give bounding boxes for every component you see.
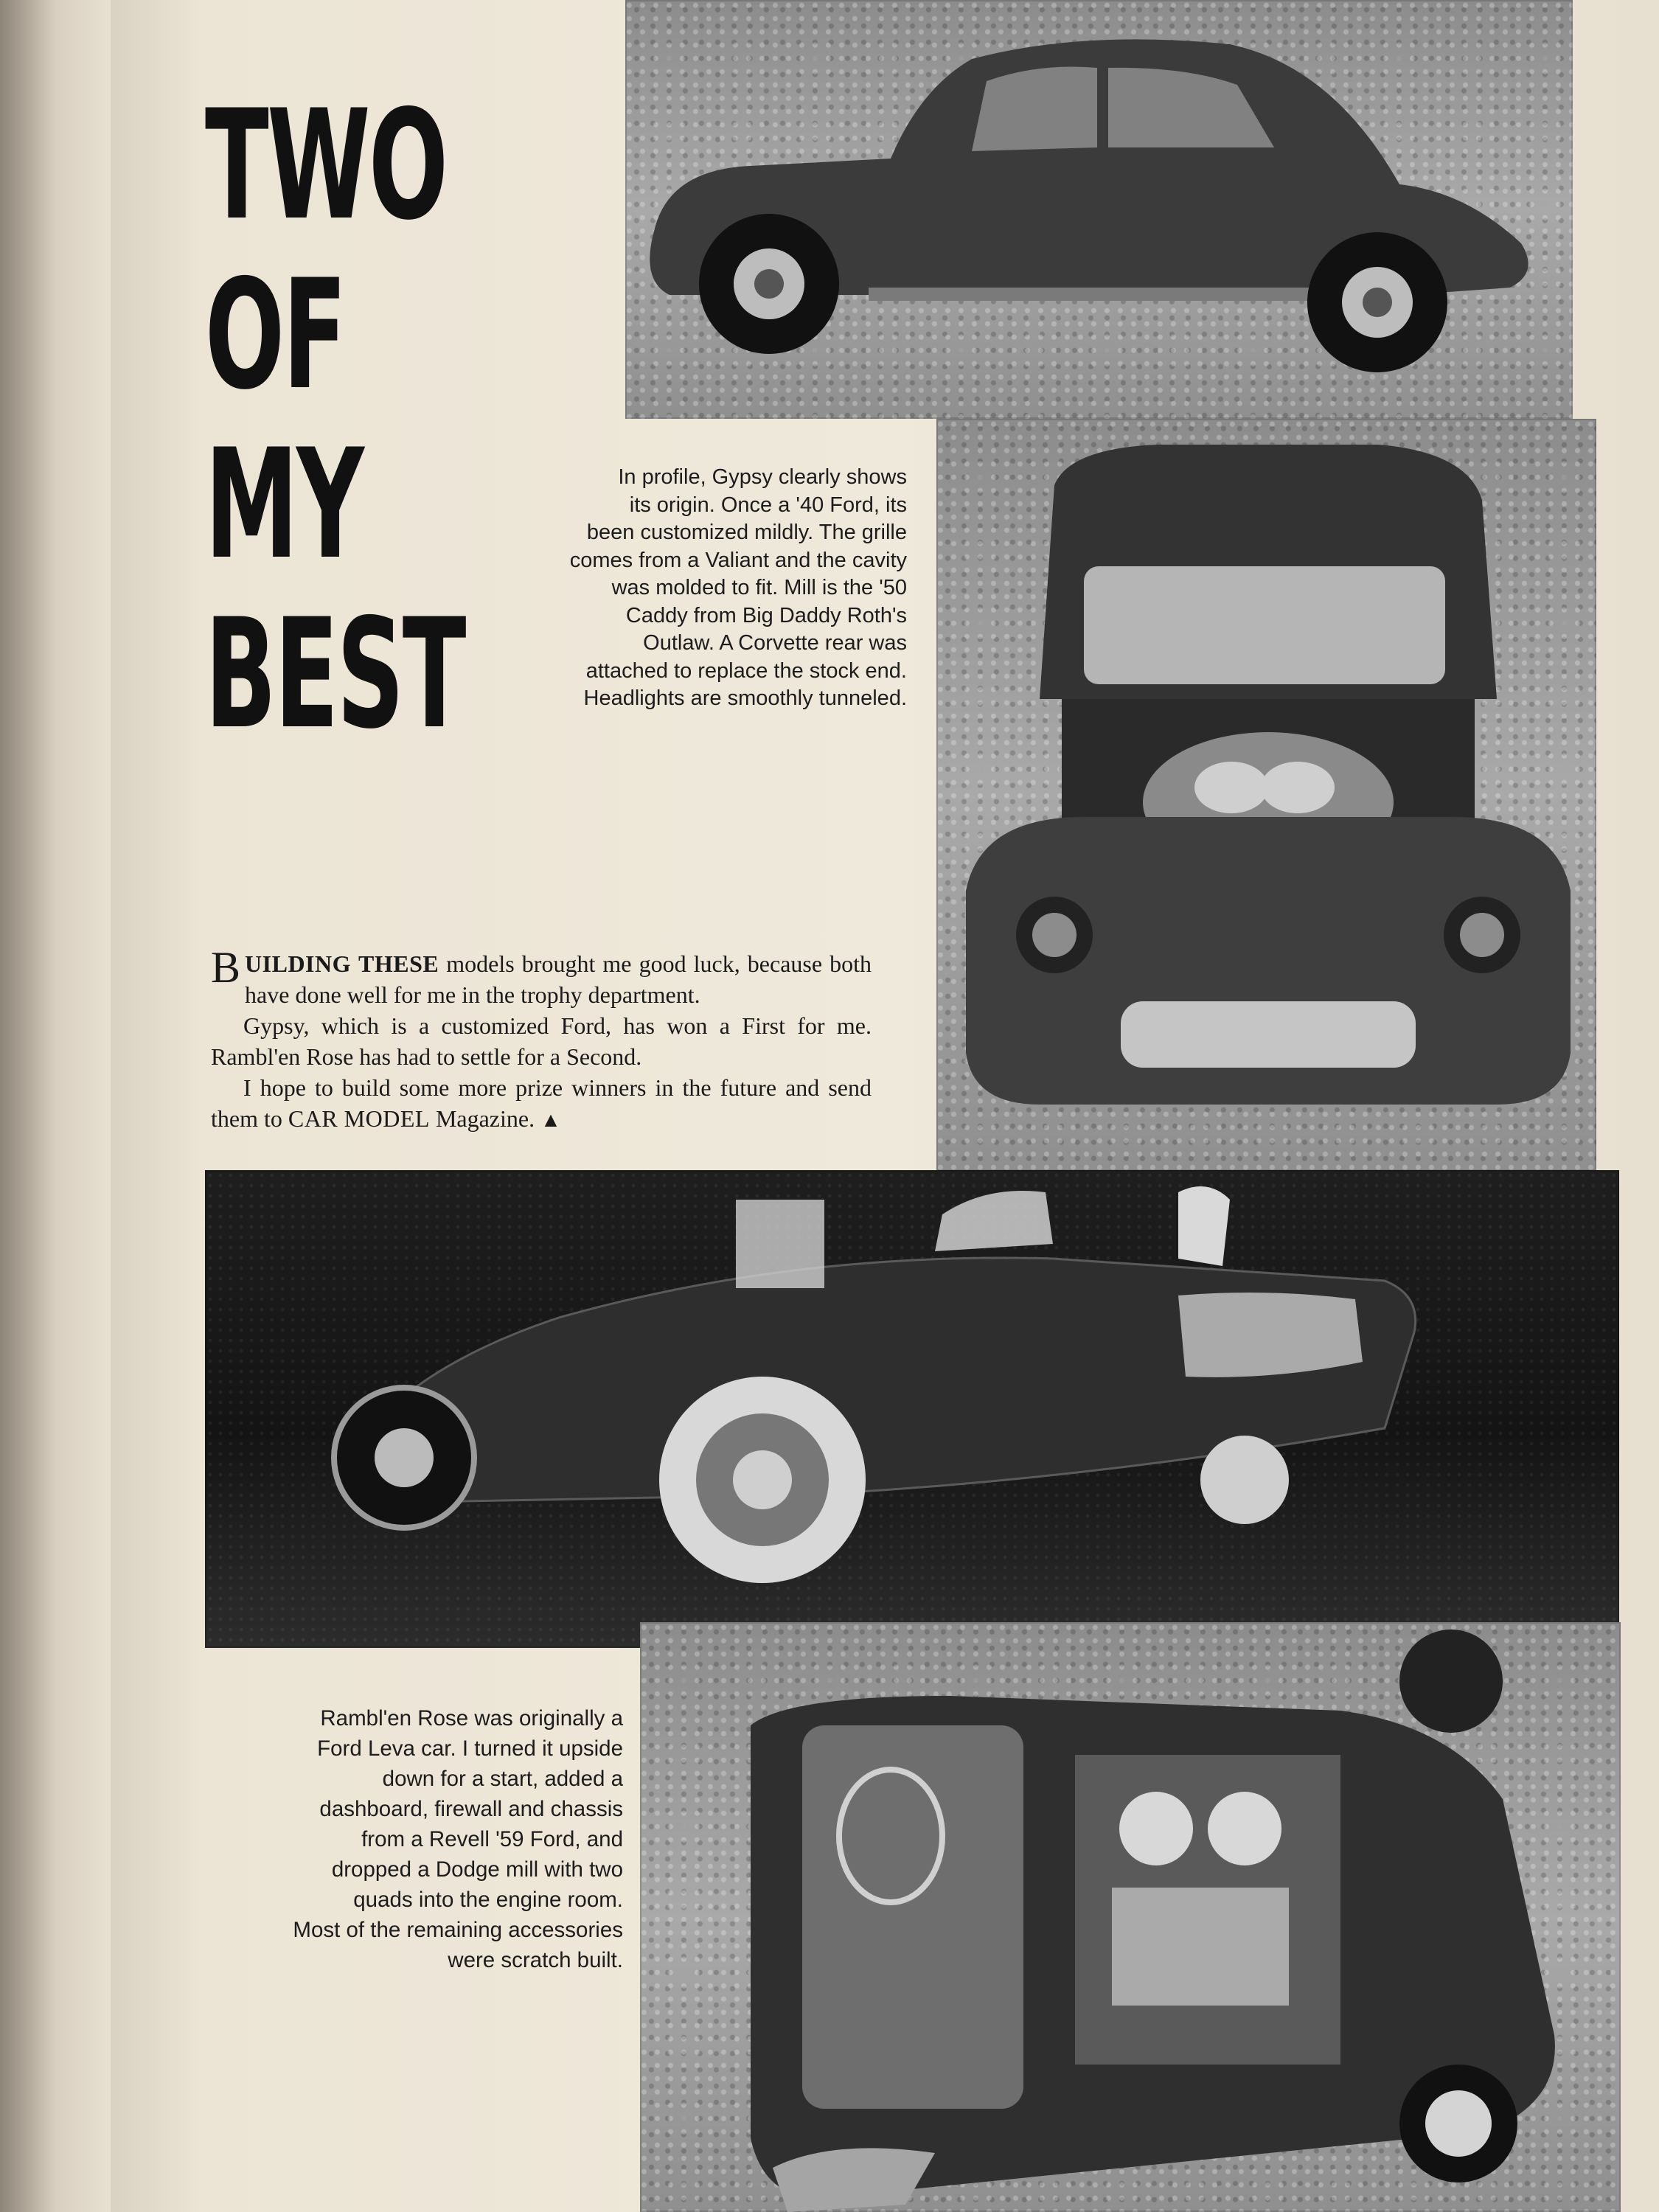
caption-line: In profile, Gypsy clearly shows (618, 465, 907, 489)
caption-line: dropped a Dodge mill with two (331, 1857, 623, 1882)
paragraph-text: Magazine. (429, 1105, 541, 1132)
caption-line: Most of the remaining accessories (293, 1918, 623, 1942)
gypsy-profile-illustration (625, 0, 1573, 419)
caption-line: Ford Leva car. I turned it upside (317, 1736, 623, 1761)
caption-line: was molded to fit. Mill is the '50 (611, 576, 907, 599)
headline-line: BEST (205, 587, 465, 762)
caption-line: down for a start, added a (382, 1767, 623, 1791)
caption-line: been customized mildly. The grille (586, 521, 907, 544)
paragraph-text: models brought me good luck, because both have done well for me in the trophy department. (245, 950, 872, 1008)
headline (205, 78, 465, 762)
caption-line: Outlaw. A Corvette rear was (643, 631, 907, 655)
caption-line: Rambl'en Rose was originally a (320, 1706, 623, 1731)
lead-in: UILDING THESE (245, 950, 439, 977)
ramblen-rose-top-illustration (640, 1622, 1621, 2212)
article-body (211, 943, 872, 1136)
caption-line: its origin. Once a '40 Ford, its (629, 493, 907, 517)
caption-line: Caddy from Big Daddy Roth's (625, 603, 907, 627)
body-paragraph-1 (211, 943, 872, 1010)
headline-line: MY (205, 417, 363, 593)
caption-line: quads into the engine room. (353, 1888, 623, 1912)
photo-gypsy-profile (625, 0, 1573, 419)
photo-ramblen-rose-top (640, 1622, 1621, 2212)
paragraph-text: I hope to build some more prize winners in the future and send them to (211, 1074, 872, 1132)
headline-line: OF (205, 248, 345, 423)
caption-line: Headlights are smoothly tunneled. (583, 686, 907, 710)
magazine-name: CAR MODEL (288, 1105, 430, 1132)
caption-line: from a Revell '59 Ford, and (361, 1827, 623, 1851)
photo-ramblen-rose-side (205, 1170, 1619, 1648)
gypsy-front-illustration (936, 419, 1596, 1171)
photo-gypsy-front (936, 419, 1596, 1171)
end-mark-icon: ▲ (540, 1109, 561, 1132)
caption-ramblen-rose (214, 1703, 623, 1975)
caption-line: comes from a Valiant and the cavity (569, 548, 907, 572)
headline-line: TWO (205, 78, 447, 254)
caption-line: attached to replace the stock end. (585, 658, 907, 683)
body-paragraph-2: Gypsy, which is a customized Ford, has won a First for me. Rambl'en Rose has had to settle for a Second. (211, 1012, 872, 1070)
ramblen-rose-illustration (205, 1170, 1619, 1648)
caption-gypsy (516, 464, 907, 713)
caption-line: were scratch built. (448, 1948, 623, 1972)
body-paragraph-3 (211, 1072, 872, 1136)
drop-cap: B (211, 943, 241, 992)
caption-line: dashboard, firewall and chassis (319, 1797, 623, 1821)
